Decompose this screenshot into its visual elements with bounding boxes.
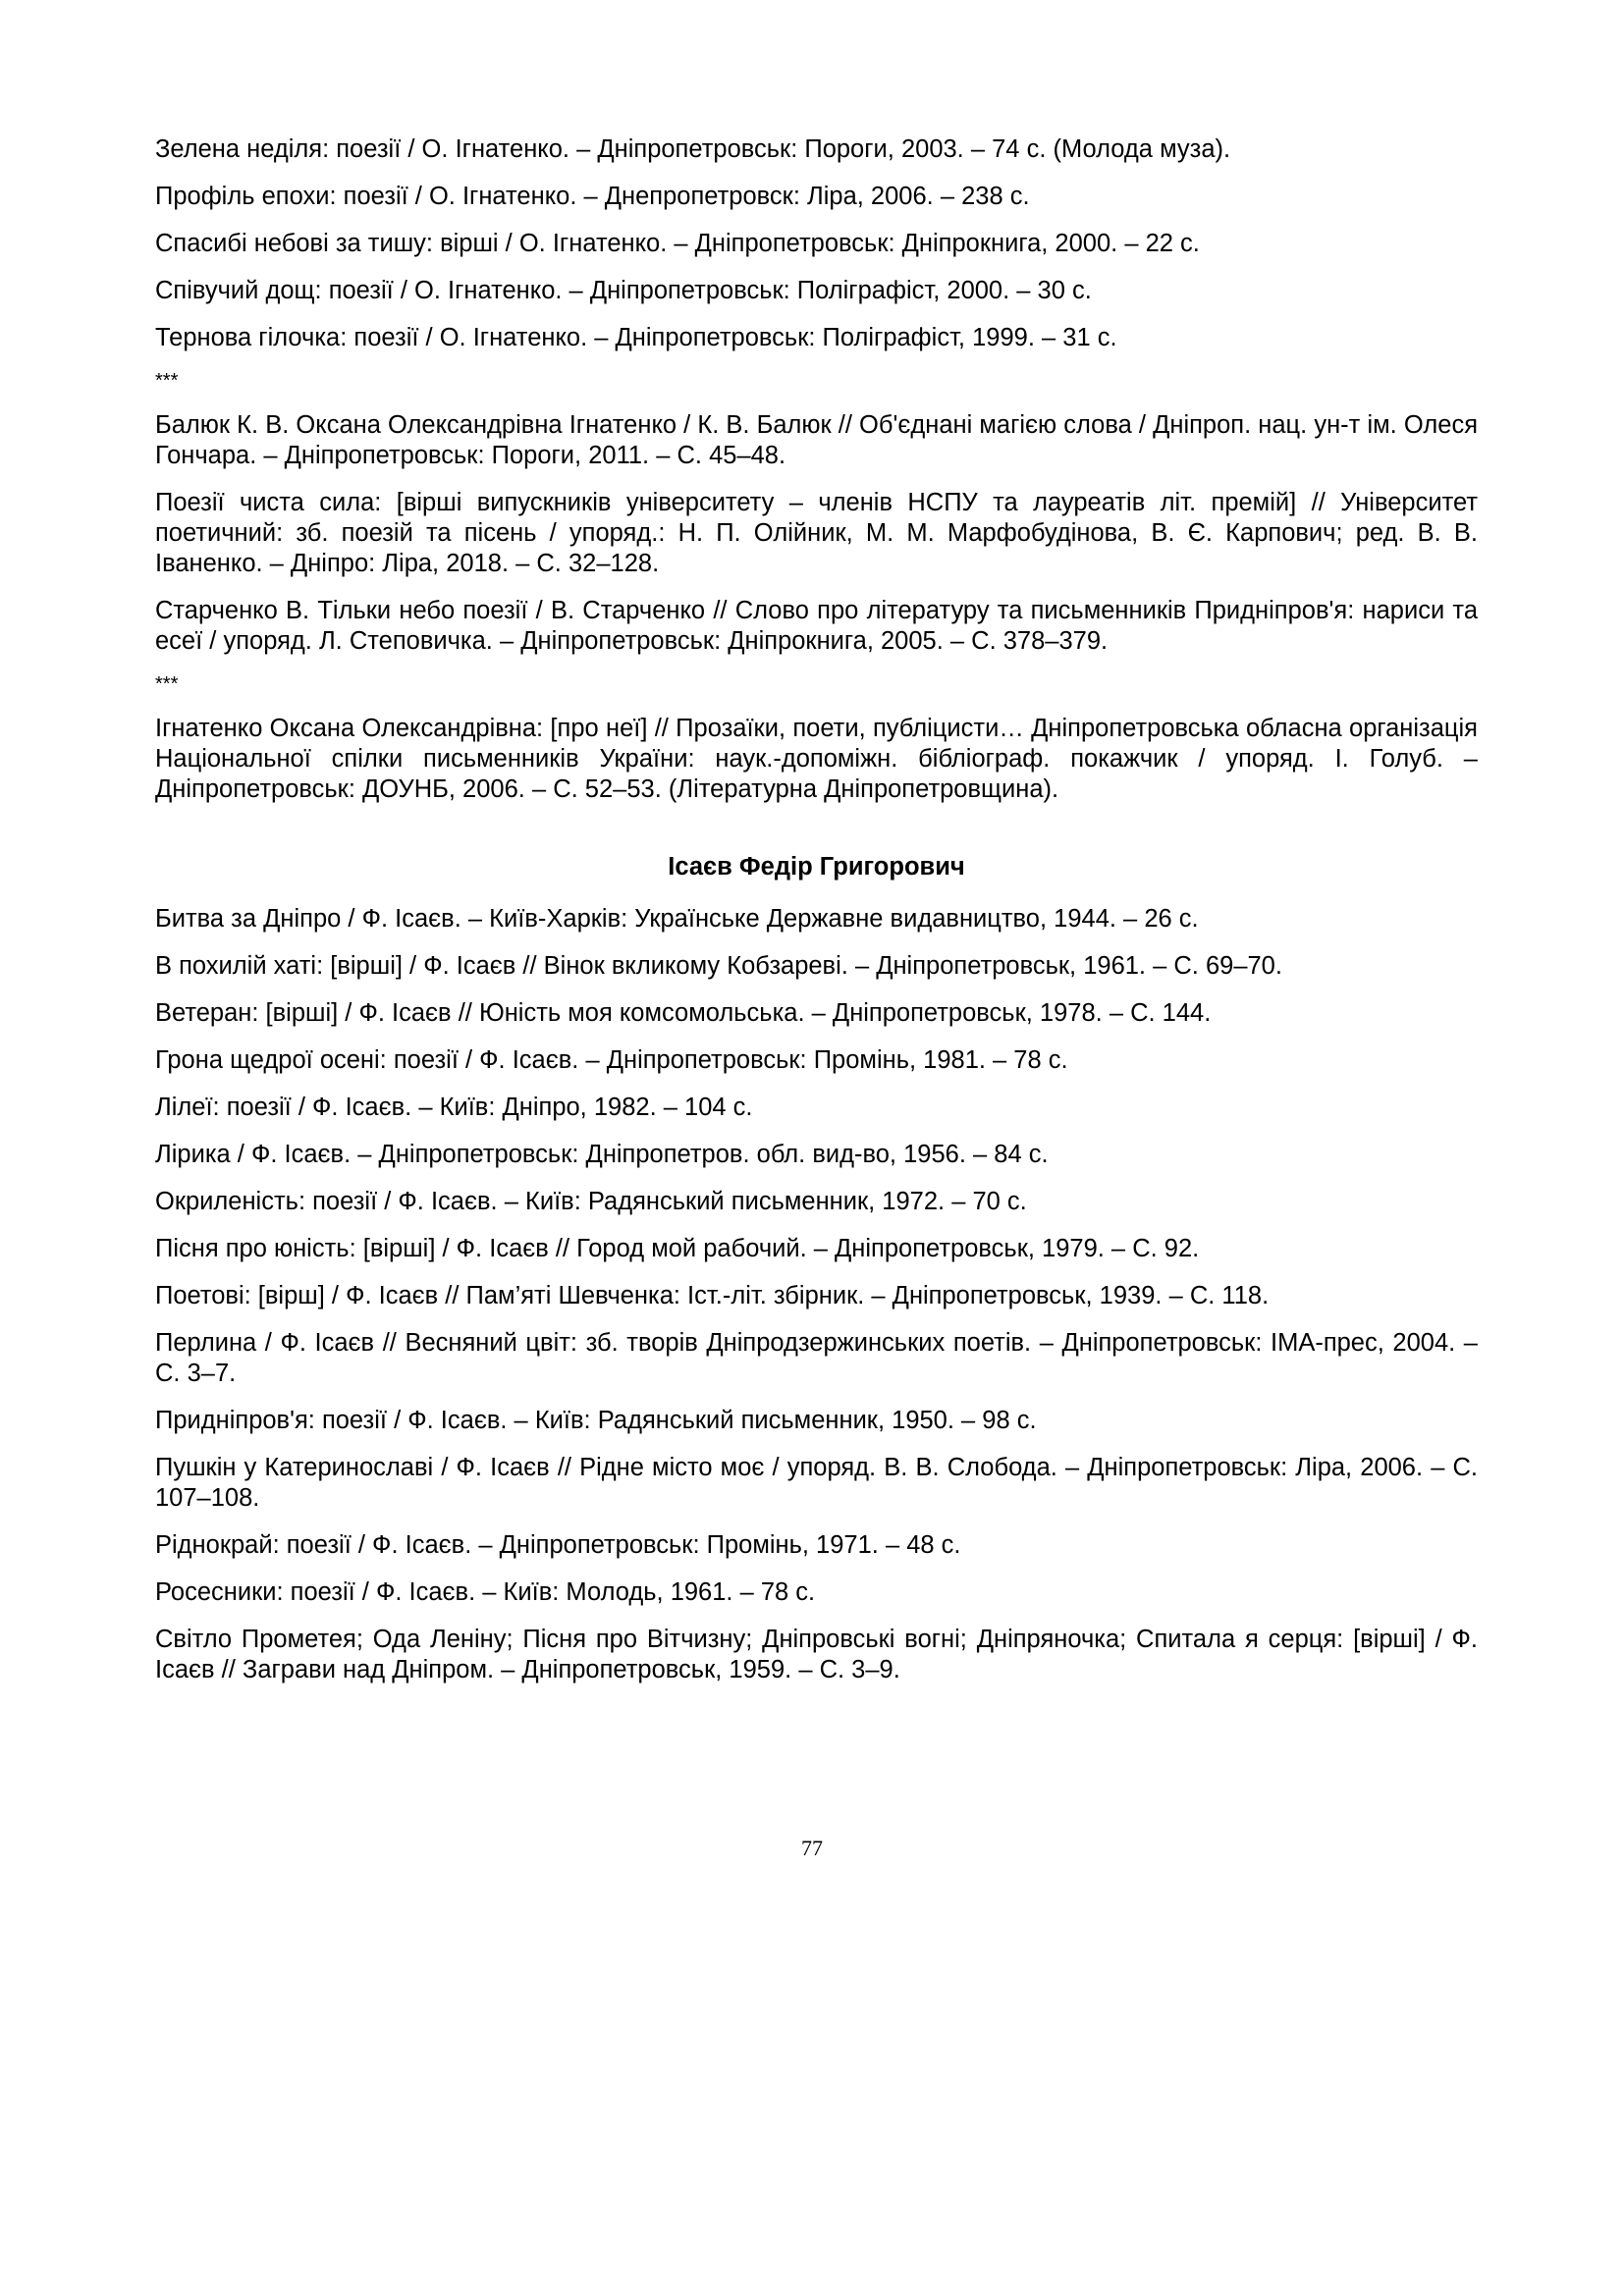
bibliography-about-list (155, 410, 1478, 657)
bibliography-entry: Росесники: поезії / Ф. Ісаєв. – Київ: Молодь, 1961. – 78 с. (155, 1578, 816, 1606)
bibliography-entry: Ігнатенко Оксана Олександрівна: [про неї] // Прозаїки, поети, публіцисти… Дніпропетровська обласна організація Національної спілки письменників України: наук.-допоміжн. бібліограф. покажчик / упоряд. І. Голуб. – Дніпропетровськ: ДОУНБ, 2006. – С. 52–53. (Літературна Дніпропетровщина). (155, 715, 1478, 803)
bibliography-entry: Окриленість: поезії / Ф. Ісаєв. – Київ: Радянський письменник, 1972. – 70 с. (155, 1188, 1027, 1215)
bibliography-entry: Співучий дощ: поезії / О. Ігнатенко. – Дніпропетровськ: Поліграфіст, 2000. – 30 с. (155, 277, 1092, 304)
bibliography-entry: Лірика / Ф. Ісаєв. – Дніпропетровськ: Дніпропетров. обл. вид-во, 1956. – 84 с. (155, 1141, 1049, 1168)
bibliography-entry: Лілеї: поезії / Ф. Ісаєв. – Київ: Дніпро, 1982. – 104 с. (155, 1094, 753, 1121)
bibliography-entry: Старченко В. Тільки небо поезії / В. Старченко // Слово про літературу та письменників Придніпров'я: нариси та есеї / упоряд. Л. Степовичка. – Дніпропетровськ: Дніпрокнига, 2005. – С. 378–379. (155, 597, 1478, 655)
section-separator: *** (155, 370, 179, 392)
bibliography-author-works-list (155, 904, 1478, 1685)
author-heading: Ісаєв Федір Григорович (668, 853, 965, 881)
section-separator: *** (155, 673, 179, 695)
page-body (155, 134, 1478, 1702)
bibliography-entry: Перлина / Ф. Ісаєв // Весняний цвіт: зб. творів Дніпродзержинських поетів. – Дніпропетровськ: ІМА-прес, 2004. – С. 3–7. (155, 1329, 1478, 1387)
bibliography-entry: Тернова гілочка: поезії / О. Ігнатенко. – Дніпропетровськ: Поліграфіст, 1999. – 31 с. (155, 324, 1117, 351)
bibliography-entry: Грона щедрої осені: поезії / Ф. Ісаєв. – Дніпропетровськ: Промінь, 1981. – 78 с. (155, 1046, 1068, 1074)
page-number: 77 (801, 1836, 823, 1860)
bibliography-entry: Ріднокрай: поезії / Ф. Ісаєв. – Дніпропетровськ: Промінь, 1971. – 48 с. (155, 1531, 961, 1559)
bibliography-reference-list (155, 714, 1478, 805)
bibliography-entry: Зелена неділя: поезії / О. Ігнатенко. – Дніпропетровськ: Пороги, 2003. – 74 с. (Молода муза). (155, 135, 1231, 163)
bibliography-entry: Світло Прометея; Ода Леніну; Пісня про Вітчизну; Дніпровські вогні; Дніпряночка; Спитала я серця: [вірші] / Ф. Ісаєв // Заграви над Дніпром. – Дніпропетровськ, 1959. – С. 3–9. (155, 1626, 1478, 1683)
bibliography-entry: Поезії чиста сила: [вірші випускників університету – членів НСПУ та лауреатів літ. премій] // Університет поетичний: зб. поезій та пісень / упоряд.: Н. П. Олійник, М. М. Марфобудінова, В. Є. Карпович; ред. В. В. Іваненко. – Дніпро: Ліра, 2018. – С. 32–128. (155, 489, 1478, 577)
bibliography-entry: Пушкін у Катеринославі / Ф. Ісаєв // Рідне місто моє / упоряд. В. В. Слобода. – Дніпропетровськ: Ліра, 2006. – С. 107–108. (155, 1454, 1478, 1512)
bibliography-entry: Придніпров'я: поезії / Ф. Ісаєв. – Київ: Радянський письменник, 1950. – 98 с. (155, 1407, 1037, 1434)
bibliography-entry: Балюк К. В. Оксана Олександрівна Ігнатенко / К. В. Балюк // Об'єднані магією слова / Дніпроп. нац. ун-т ім. Олеся Гончара. – Дніпропетровськ: Пороги, 2011. – С. 45–48. (155, 411, 1478, 469)
bibliography-entry: Пісня про юність: [вірші] / Ф. Ісаєв // Город мой рабочий. – Дніпропетровськ, 1979. – С. 92. (155, 1235, 1200, 1262)
bibliography-entry: Ветеран: [вірші] / Ф. Ісаєв // Юність моя комсомольська. – Дніпропетровськ, 1978. – С. 144. (155, 999, 1212, 1027)
bibliography-entry: В похилій хаті: [вірші] / Ф. Ісаєв // Вінок вкликому Кобзареві. – Дніпропетровськ, 1961. – С. 69–70. (155, 952, 1282, 980)
bibliography-entry: Битва за Дніпро / Ф. Ісаєв. – Київ-Харків: Українське Державне видавництво, 1944. – 26 с. (155, 905, 1199, 933)
bibliography-entry: Поетові: [вірш] / Ф. Ісаєв // Пам’яті Шевченка: Іст.-літ. збірник. – Дніпропетровськ, 1939. – С. 118. (155, 1282, 1270, 1309)
bibliography-entry: Спасибі небові за тишу: вірші / О. Ігнатенко. – Дніпропетровськ: Дніпрокнига, 2000. – 22 с. (155, 230, 1200, 257)
bibliography-works-list (155, 134, 1478, 353)
bibliography-entry: Профіль епохи: поезії / О. Ігнатенко. – Днепропетровск: Ліра, 2006. – 238 с. (155, 183, 1030, 210)
